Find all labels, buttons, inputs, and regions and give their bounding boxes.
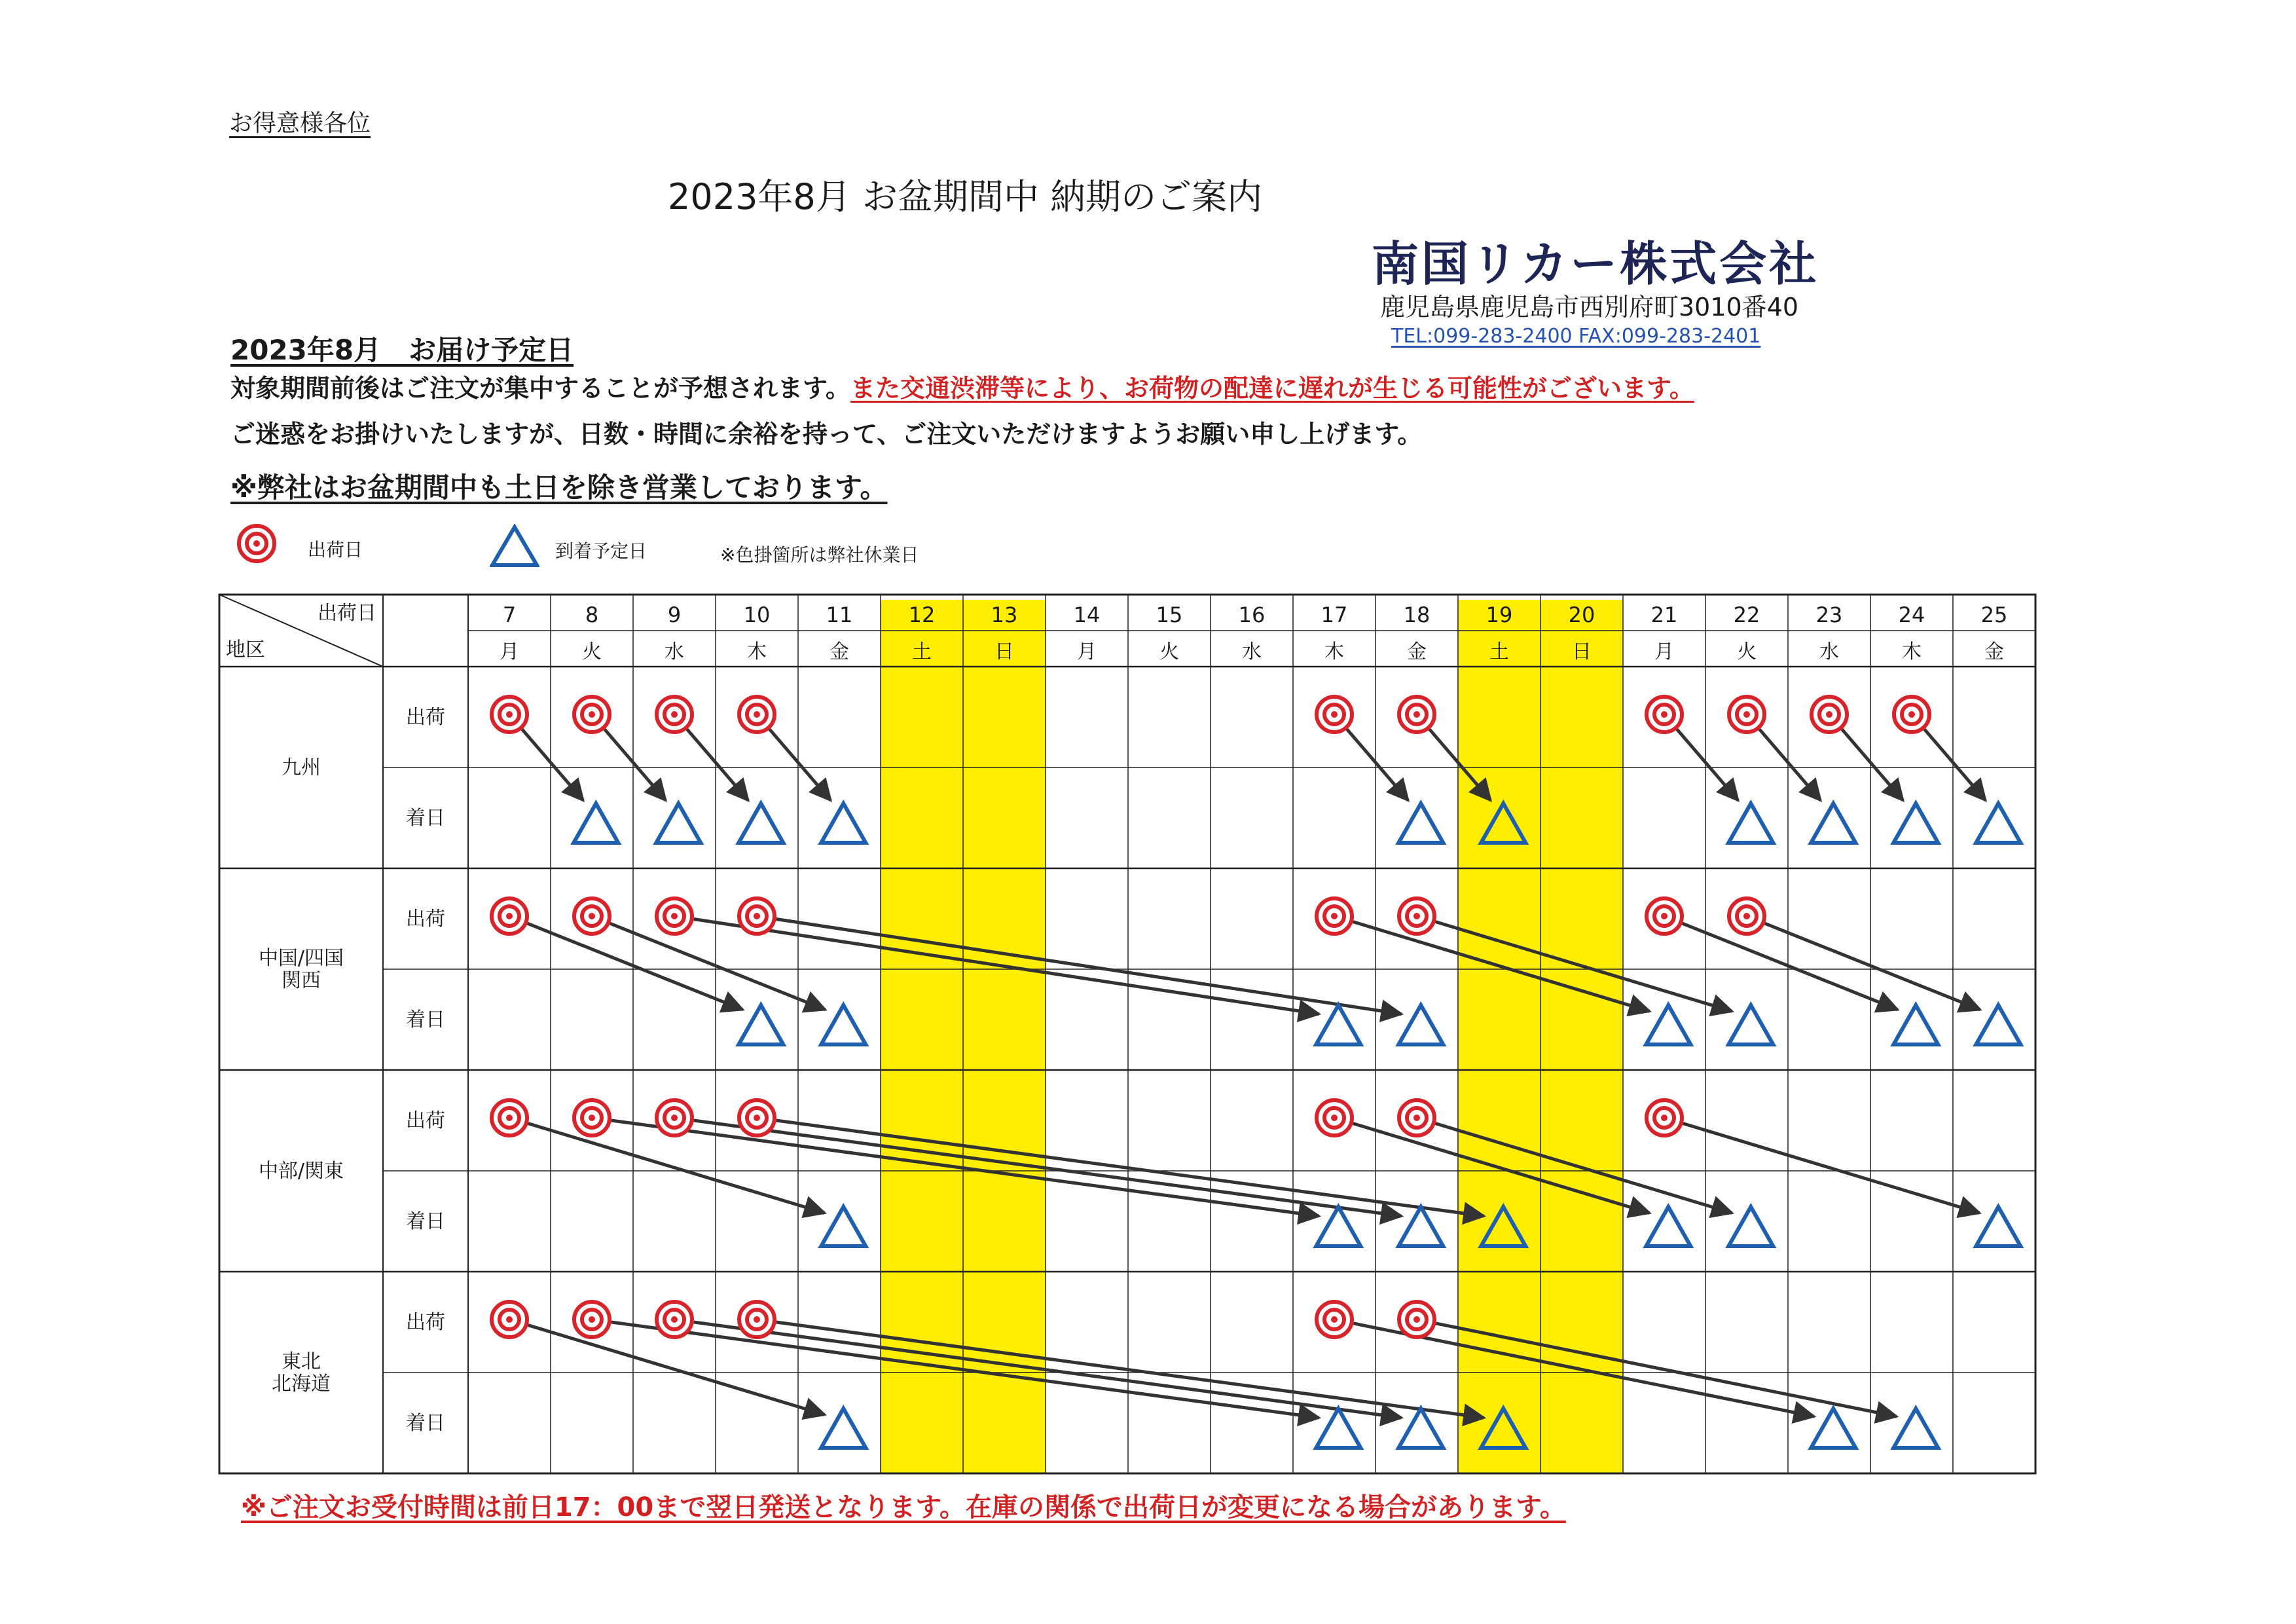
ship-marker-dot	[1826, 711, 1832, 718]
ship-day-marker	[1399, 1302, 1434, 1337]
corner-label-ship-date: 出荷日	[318, 602, 376, 625]
ship-marker-dot	[671, 1316, 678, 1323]
ship-marker-dot	[1661, 913, 1667, 919]
day-of-week: 土	[912, 640, 932, 663]
ship-day-marker	[1317, 898, 1352, 934]
delivery-arrow	[1347, 729, 1408, 800]
delivery-arrow	[1760, 729, 1821, 800]
ship-marker-dot	[506, 1115, 513, 1121]
day-number: 17	[1321, 602, 1348, 627]
ship-day-marker	[1647, 898, 1682, 934]
ship-marker-dot	[754, 913, 760, 919]
ship-marker-dot	[1413, 1115, 1420, 1121]
day-of-week: 火	[582, 640, 602, 663]
ship-marker-dot	[671, 1115, 678, 1121]
ship-day-marker	[574, 1100, 610, 1135]
ship-marker-dot	[671, 711, 678, 718]
ship-marker-dot	[1331, 913, 1338, 919]
day-number: 13	[991, 602, 1018, 627]
day-number: 8	[585, 602, 599, 627]
arrival-day-marker	[1976, 1207, 2020, 1246]
ship-day-marker	[1317, 697, 1352, 732]
arrival-day-marker	[821, 1409, 866, 1448]
ship-day-marker	[1729, 898, 1764, 934]
arrival-day-marker	[1893, 1005, 1938, 1044]
day-number: 20	[1568, 602, 1595, 627]
table-border	[219, 595, 2035, 1473]
ship-day-marker	[1317, 1302, 1352, 1337]
ship-marker-dot	[1413, 711, 1420, 718]
delivery-arrow	[694, 1322, 1402, 1418]
ship-day-marker	[1399, 898, 1434, 934]
day-number: 10	[743, 602, 771, 627]
day-of-week: 月	[500, 640, 519, 663]
ship-row-label: 出荷	[406, 706, 445, 729]
day-of-week: 金	[1984, 640, 2004, 663]
ship-marker-dot	[506, 913, 513, 919]
notice-text: 対象期間前後はご注文が集中することが予想されます。	[230, 374, 850, 403]
day-number: 11	[826, 602, 853, 627]
arrival-day-marker	[1893, 803, 1938, 843]
ship-day-marker	[1399, 1100, 1434, 1135]
arrival-day-marker	[1893, 1409, 1938, 1448]
ship-marker-dot	[1743, 913, 1750, 919]
day-number: 15	[1156, 602, 1183, 627]
ship-marker-dot	[506, 1316, 513, 1323]
region-name: 関西	[282, 969, 321, 992]
ship-day-marker	[492, 1302, 527, 1337]
day-number: 14	[1073, 602, 1101, 627]
day-of-week: 日	[994, 640, 1014, 663]
day-number: 25	[1980, 602, 2008, 627]
arrival-day-marker	[821, 1005, 866, 1044]
delivery-arrow	[528, 923, 743, 1010]
ship-day-marker	[739, 1302, 774, 1337]
delivery-arrow	[1842, 729, 1903, 800]
ship-day-marker	[492, 697, 527, 732]
legend-holiday-note: ※色掛箇所は弊社休業日	[720, 544, 919, 566]
ship-day-marker	[1729, 697, 1764, 732]
arrival-day-marker	[1728, 1005, 1773, 1044]
notice-line-2: ご迷惑をお掛けいたしますが、日数・時間に余裕を持って、ご注文いただけますようお願い申し上げます。	[230, 420, 1423, 449]
delay-warning: また交通渋滞等により、お荷物の配達に遅れが生じる可能性がございます。	[850, 374, 1694, 403]
arrival-day-marker	[1728, 803, 1773, 843]
ship-day-marker	[492, 898, 527, 934]
ship-day-marker	[1317, 1100, 1352, 1135]
ship-marker-dot	[754, 711, 760, 718]
ship-day-marker	[1812, 697, 1847, 732]
company-contact: TEL:099-283-2400 FAX:099-283-2401	[1391, 325, 1761, 348]
ship-marker-dot	[589, 711, 595, 718]
day-number: 18	[1403, 602, 1430, 627]
ship-day-marker	[739, 1100, 774, 1135]
arrive-row-label: 着日	[406, 1210, 445, 1233]
arrival-day-marker	[1398, 1005, 1443, 1044]
arrival-day-marker	[1398, 1207, 1443, 1246]
delivery-markers	[492, 697, 2020, 1448]
ship-marker-dot	[671, 913, 678, 919]
ship-marker-dot	[589, 1115, 595, 1121]
table-grid	[219, 595, 2035, 1473]
addressee: お得意様各位	[229, 110, 371, 137]
day-of-week: 火	[1737, 640, 1757, 663]
page-title: 2023年8月 お盆期間中 納期のご案内	[668, 176, 1263, 217]
day-of-week: 月	[1077, 640, 1097, 663]
arrival-day-marker	[821, 1207, 866, 1246]
day-of-week: 金	[1407, 640, 1427, 663]
day-number: 23	[1815, 602, 1843, 627]
day-of-week: 水	[1819, 640, 1839, 663]
ship-marker-dot	[1661, 1115, 1667, 1121]
ship-marker-dot	[1661, 711, 1667, 718]
day-of-week: 金	[829, 640, 849, 663]
ship-day-marker	[574, 697, 610, 732]
ship-marker-dot	[1331, 1316, 1338, 1323]
legend-ship-label: 出荷日	[308, 539, 363, 561]
ship-marker-dot	[1331, 1115, 1338, 1121]
delivery-arrow	[1683, 923, 1898, 1010]
ship-marker-dot	[754, 1316, 760, 1323]
ship-marker-dot	[1413, 913, 1420, 919]
arrival-day-marker	[1811, 1409, 1855, 1448]
day-of-week: 火	[1159, 640, 1179, 663]
day-number: 21	[1650, 602, 1678, 627]
day-of-week: 水	[665, 640, 684, 663]
arrival-day-marker	[1646, 1207, 1690, 1246]
region-name: 中国/四国	[258, 947, 344, 970]
day-number: 7	[502, 602, 517, 627]
day-of-week: 水	[1242, 640, 1262, 663]
delivery-arrow	[770, 729, 831, 800]
holiday-column-13	[963, 600, 1046, 1473]
order-cutoff-note: ※ご注文お受付時間は前日17：00まで翌日発送となります。在庫の関係で出荷日が変更になる場合があります。	[241, 1492, 1566, 1522]
delivery-arrow	[1925, 729, 1986, 800]
ship-day-marker	[1894, 697, 1929, 732]
ship-marker-dot	[589, 1316, 595, 1323]
region-name: 北海道	[272, 1373, 331, 1395]
day-of-week: 木	[1902, 640, 1922, 663]
ship-day-marker	[739, 697, 774, 732]
day-number: 19	[1485, 602, 1513, 627]
ship-day-marker	[574, 898, 610, 934]
ship-row-label: 出荷	[406, 1109, 445, 1132]
ship-day-marker	[1399, 697, 1434, 732]
arrival-day-marker	[821, 803, 866, 843]
day-number: 9	[667, 602, 682, 627]
day-of-week: 木	[1324, 640, 1344, 663]
delivery-arrow	[1683, 1124, 1980, 1213]
ship-marker-dot	[589, 913, 595, 919]
ship-row-label: 出荷	[406, 908, 445, 931]
arrival-day-marker	[1398, 803, 1443, 843]
day-of-week: 土	[1489, 640, 1509, 663]
ship-marker-dot	[506, 711, 513, 718]
delivery-arrow	[610, 923, 826, 1010]
arrival-day-marker	[1646, 1005, 1690, 1044]
arrival-day-marker	[1811, 803, 1855, 843]
ship-marker-dot	[1413, 1316, 1420, 1323]
delivery-arrow	[1677, 729, 1738, 800]
corner-label-region: 地区	[226, 638, 265, 661]
day-of-week: 木	[747, 640, 767, 663]
arrival-day-marker	[1316, 1207, 1360, 1246]
holiday-highlights	[881, 600, 1623, 1473]
ship-day-marker	[574, 1302, 610, 1337]
day-number: 12	[908, 602, 936, 627]
delivery-arrow	[687, 729, 748, 800]
arrival-day-marker	[1316, 1409, 1360, 1448]
ship-marker-dot	[1743, 711, 1750, 718]
delivery-arrow	[522, 729, 583, 800]
day-number: 24	[1898, 602, 1925, 627]
day-number: 22	[1733, 602, 1760, 627]
ship-marker-dot	[1331, 711, 1338, 718]
day-number: 16	[1238, 602, 1266, 627]
arrival-day-marker	[1728, 1207, 1773, 1246]
ship-marker-dot	[754, 1115, 760, 1121]
holiday-column-20	[1540, 600, 1623, 1473]
delivery-arrow	[1765, 923, 1980, 1010]
company-address: 鹿児島県鹿児島市西別府町3010番40	[1380, 293, 1799, 322]
arrive-row-label: 着日	[406, 1412, 445, 1435]
arrival-day-marker	[1976, 803, 2020, 843]
delivery-arrow	[776, 919, 1402, 1014]
ship-day-marker	[657, 898, 692, 934]
legend-arrive-label: 到着予定日	[555, 540, 647, 562]
arrive-row-label: 着日	[406, 1008, 445, 1031]
arrival-day-marker	[656, 803, 701, 843]
region-name: 九州	[282, 756, 321, 779]
arrival-day-marker	[738, 803, 783, 843]
arrival-day-marker	[574, 803, 618, 843]
arrival-day-marker	[1316, 1005, 1360, 1044]
day-of-week: 日	[1572, 640, 1592, 663]
ship-day-marker	[1647, 697, 1682, 732]
region-name: 東北	[282, 1350, 321, 1373]
ship-day-marker	[492, 1100, 527, 1135]
delivery-arrow	[605, 729, 666, 800]
ship-row-label: 出荷	[406, 1311, 445, 1334]
business-hours-note: ※弊社はお盆期間中も土日を除き営業しております。	[230, 471, 888, 504]
arrival-day-marker	[1976, 1005, 2020, 1044]
ship-day-marker	[657, 1100, 692, 1135]
company-logo-text: 南国リカー株式会社	[1372, 236, 1819, 291]
day-of-week: 月	[1654, 640, 1674, 663]
region-name: 中部/関東	[258, 1160, 344, 1183]
ship-day-marker	[657, 1302, 692, 1337]
arrival-day-marker	[1398, 1409, 1443, 1448]
ship-marker-dot	[1908, 711, 1915, 718]
section-heading: 2023年8月 お届け予定日	[230, 334, 574, 366]
delivery-arrow	[694, 1120, 1402, 1216]
arrive-row-label: 着日	[406, 807, 445, 830]
ship-day-marker	[657, 697, 692, 732]
ship-day-marker	[1647, 1100, 1682, 1135]
arrival-day-marker	[738, 1005, 783, 1044]
ship-day-marker	[739, 898, 774, 934]
